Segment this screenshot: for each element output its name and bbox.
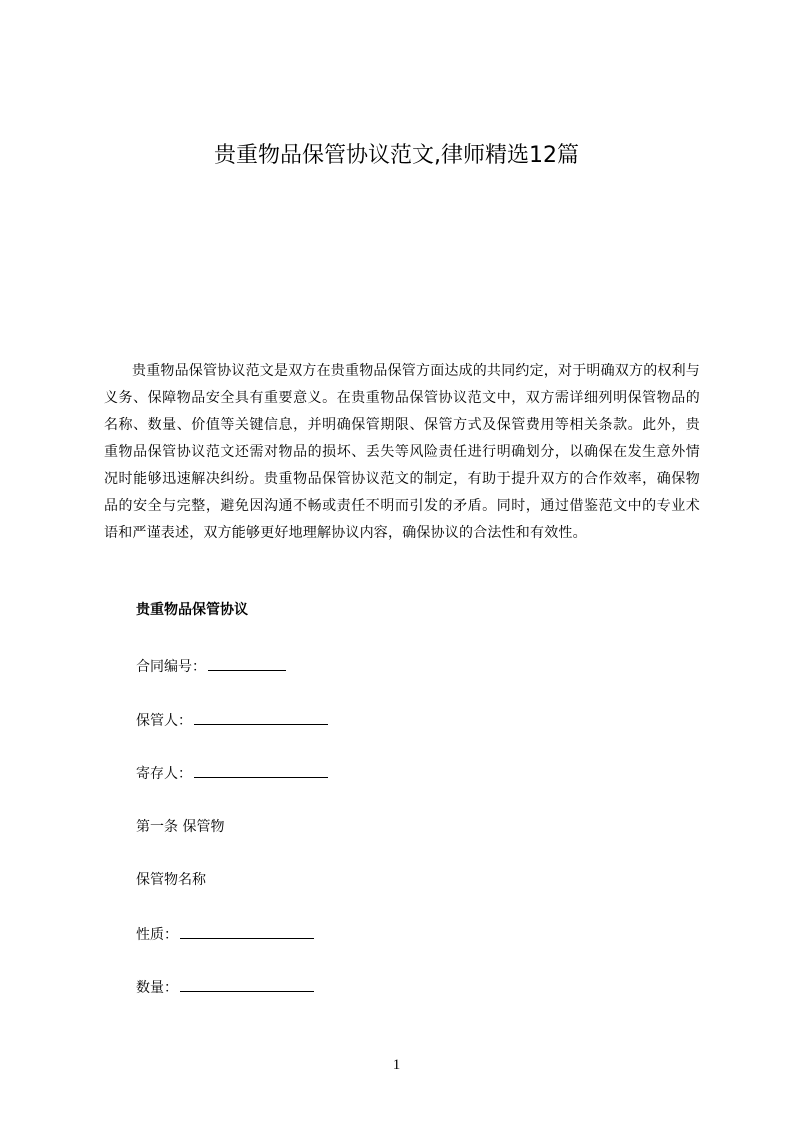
- article-one-heading: 第一条 保管物: [136, 819, 225, 835]
- nature-blank: [180, 924, 314, 939]
- quantity-blank: [180, 977, 314, 992]
- depositor-field: [136, 763, 328, 784]
- custodian-blank: [194, 710, 328, 725]
- quantity-label: 数量：: [136, 980, 178, 996]
- quantity-field: [136, 977, 314, 998]
- contract-number-blank: [208, 656, 286, 671]
- nature-label: 性质：: [136, 927, 178, 943]
- item-name-label: 保管物名称: [136, 872, 206, 888]
- page-number: 1: [392, 1057, 401, 1073]
- nature-field: [136, 924, 314, 945]
- custodian-field: [136, 710, 328, 731]
- contract-number-field: [136, 656, 286, 677]
- contract-number-label: 合同编号：: [136, 659, 206, 675]
- depositor-blank: [194, 763, 328, 778]
- custodian-label: 保管人：: [136, 713, 192, 729]
- document-title: 贵重物品保管协议范文,律师精选12篇: [214, 143, 579, 168]
- section-heading: 贵重物品保管协议: [136, 602, 248, 618]
- depositor-label: 寄存人：: [136, 766, 192, 782]
- intro-paragraph: 贵重物品保管协议范文是双方在贵重物品保管方面达成的共同约定，对于明确双方的权利与义务、保障物品安全具有重要意义。在贵重物品保管协议范文中，双方需详细列明保管物品的名称、数量、价值等关键信息，并明确保管期限、保管方式及保管费用等相关条款。此外，贵重物品保管协议范文还需对物品的损坏、丢失等风险责任进行明确划分，以确保在发生意外情况时能够迅速解决纠纷。贵重物品保管协议范文的制定，有助于提升双方的合作效率，确保物品的安全与完整，避免因沟通不畅或责任不明而引发的矛盾。同时，通过借鉴范文中的专业术语和严谨表述，双方能够更好地理解协议内容，确保协议的合法性和有效性。: [104, 363, 700, 541]
